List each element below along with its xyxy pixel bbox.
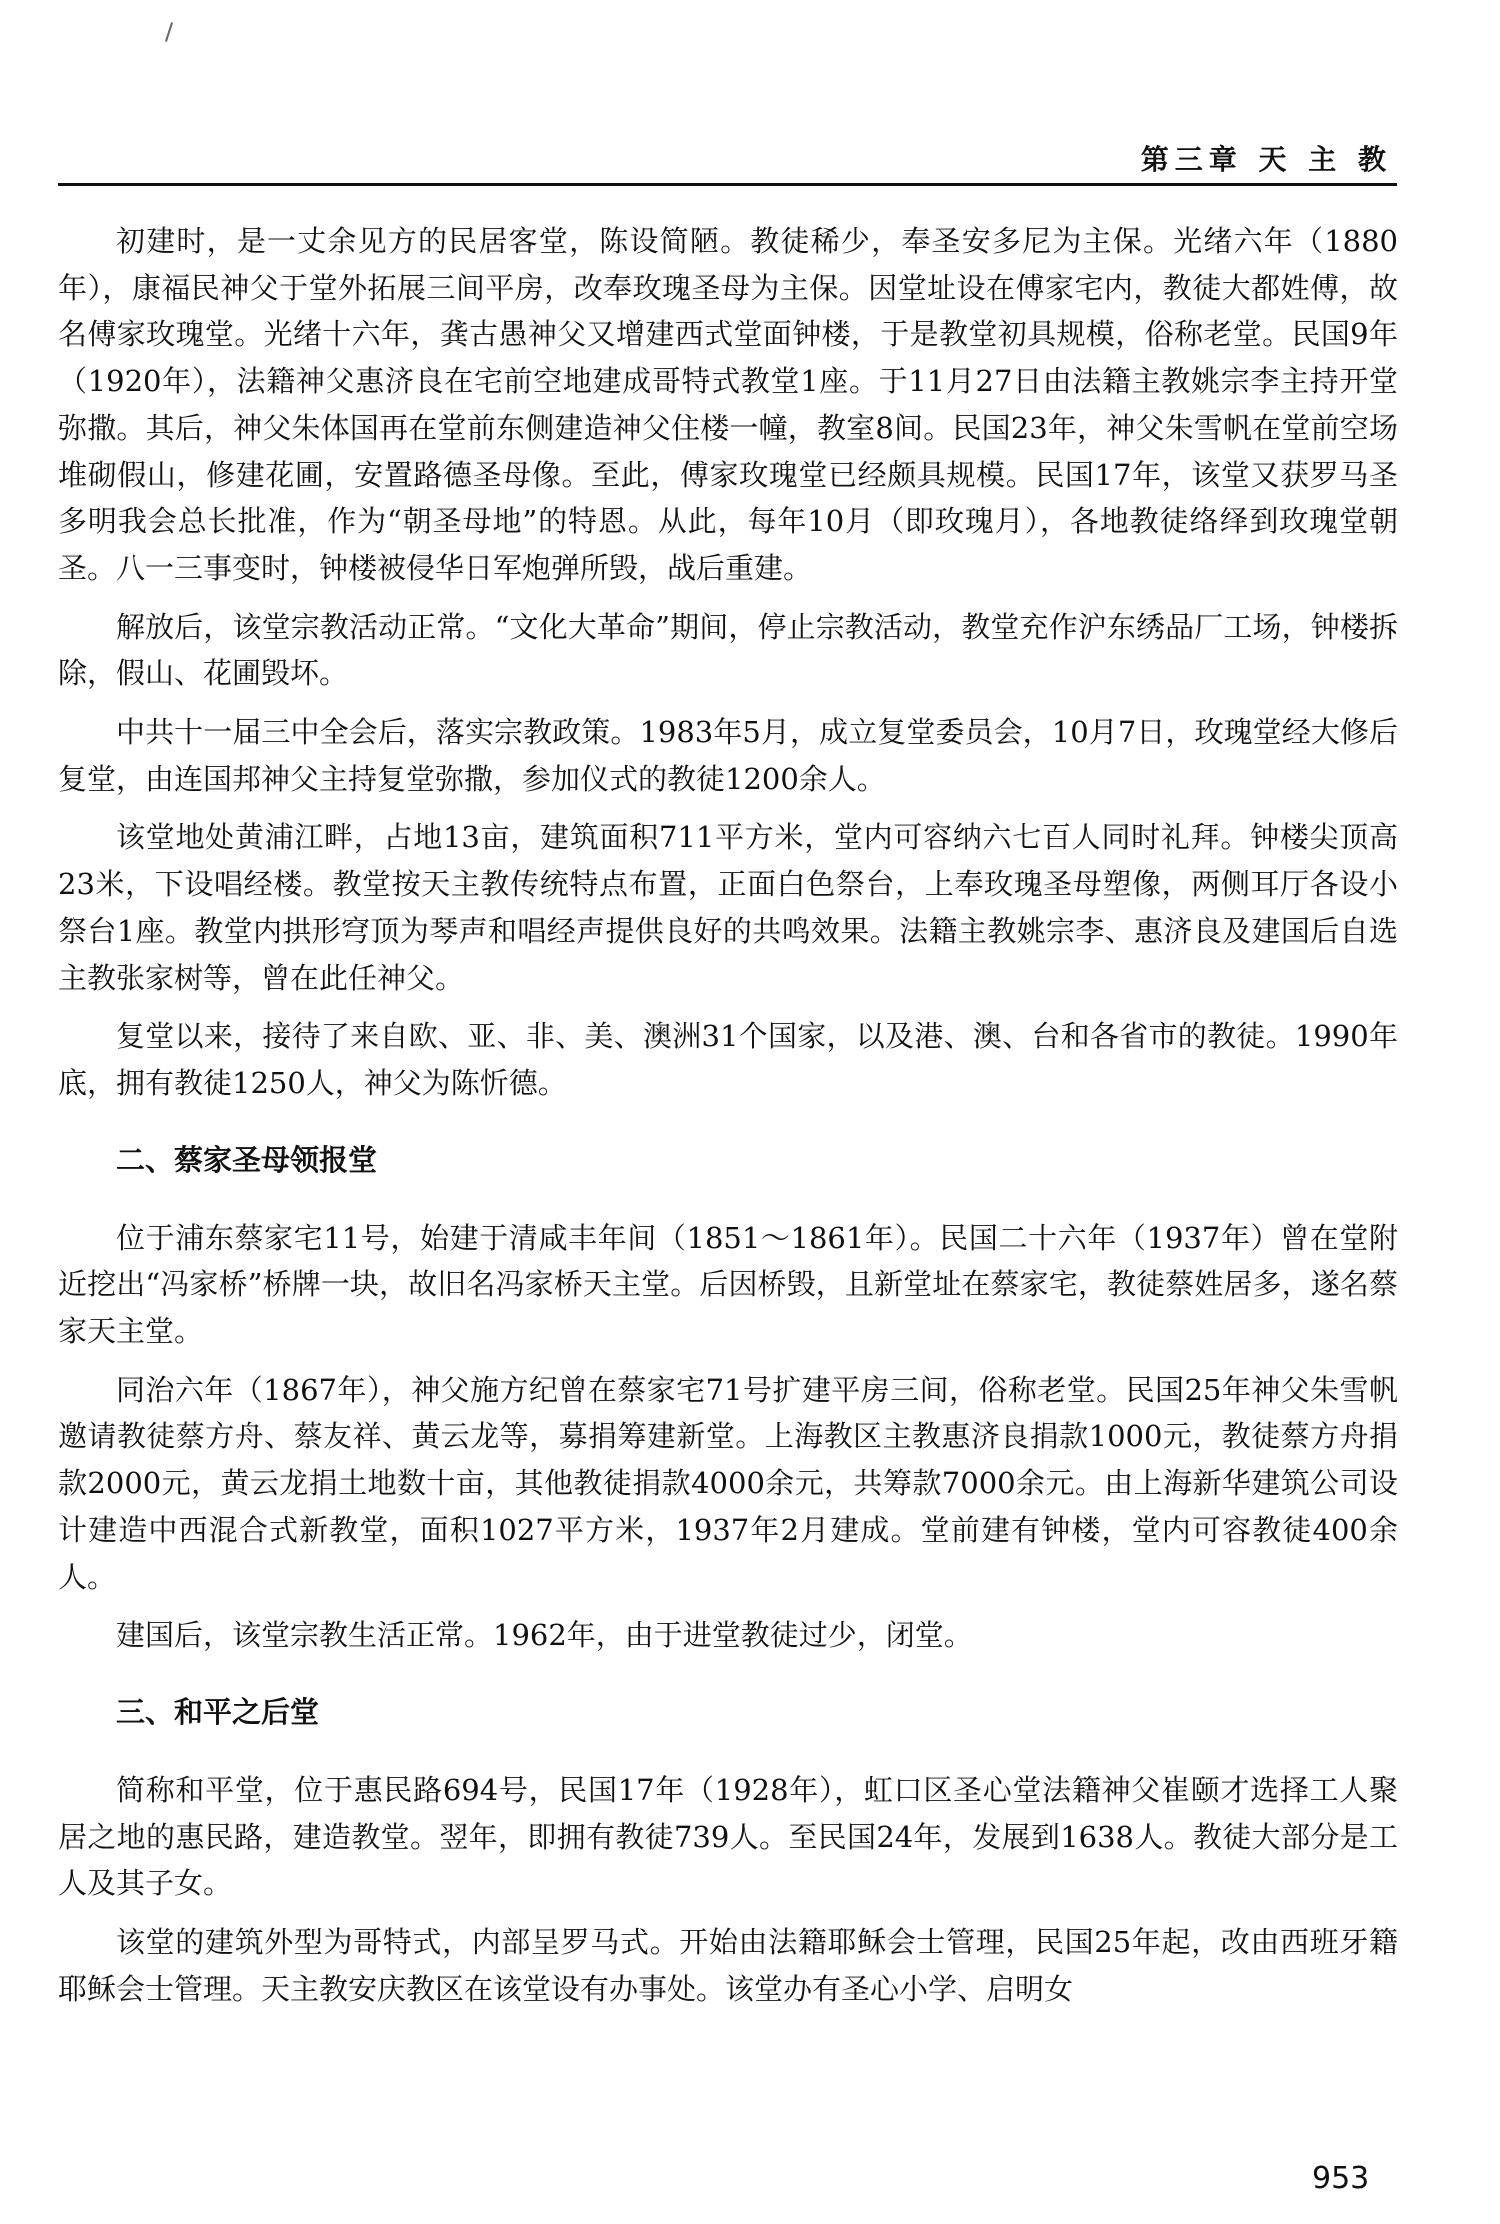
body-text bbox=[58, 218, 1398, 2025]
paragraph: 建国后，该堂宗教生活正常。1962年，由于进堂教徒过少，闭堂。 bbox=[116, 1618, 973, 1653]
chapter-header: 第三章 天 主 教 bbox=[1140, 143, 1392, 176]
paragraph: 解放后，该堂宗教活动正常。“文化大革命”期间，停止宗教活动，教堂充作沪东绣品厂工场，钟楼拆除，假山、花圃毁坏。 bbox=[58, 609, 1398, 691]
paragraph: 复堂以来，接待了来自欧、亚、非、美、澳洲31个国家，以及港、澳、台和各省市的教徒。1990年底，拥有教徒1250人，神父为陈忻德。 bbox=[58, 1019, 1398, 1100]
section-heading-caijia: 二、蔡家圣母领报堂 bbox=[116, 1142, 378, 1177]
paragraph: 位于浦东蔡家宅11号，始建于清咸丰年间（1851～1861年）。民国二十六年（1937年）曾在堂附近挖出“冯家桥”桥牌一块，故旧名冯家桥天主堂。后因桥毁，且新堂址在蔡家宅，教徒蔡姓居多，遂名蔡家天主堂。 bbox=[58, 1220, 1398, 1349]
page-number: 953 bbox=[1312, 2161, 1370, 2196]
paragraph: 中共十一届三中全会后，落实宗教政策。1983年5月，成立复堂委员会，10月7日，玫瑰堂经大修后复堂，由连国邦神父主持复堂弥撒，参加仪式的教徒1200余人。 bbox=[58, 715, 1398, 796]
paragraph: 同治六年（1867年），神父施方纪曾在蔡家宅71号扩建平房三间，俗称老堂。民国25年神父朱雪帆邀请教徒蔡方舟、蔡友祥、黄云龙等，募捐筹建新堂。上海教区主教惠济良捐款1000元，教徒蔡方舟捐款2000元，黄云龙捐土地数十亩，其他教徒捐款4000余元，共筹款7000余元。由上海新华建筑公司设计建造中西混合式新教堂，面积1027平方米，1937年2月建成。堂前建有钟楼，堂内可容教徒400余人。 bbox=[58, 1372, 1398, 1594]
scan-mark bbox=[165, 22, 173, 42]
paragraph: 初建时，是一丈余见方的民居客堂，陈设简陋。教徒稀少，奉圣安多尼为主保。光绪六年（1880年），康福民神父于堂外拓展三间平房，改奉玫瑰圣母为主保。因堂址设在傅家宅内，教徒大都姓傅，故名傅家玫瑰堂。光绪十六年，龚古愚神父又增建西式堂面钟楼，于是教堂初具规模，俗称老堂。民国9年（1920年），法籍神父惠济良在宅前空地建成哥特式教堂1座。于11月27日由法籍主教姚宗李主持开堂弥撒。其后，神父朱体国再在堂前东侧建造神父住楼一幢，教室8间。民国23年，神父朱雪帆在堂前空场堆砌假山，修建花圃，安置路德圣母像。至此，傅家玫瑰堂已经颇具规模。民国17年，该堂又获罗马圣多明我会总长批准，作为“朝圣母地”的特恩。从此，每年10月（即玫瑰月），各地教徒络绎到玫瑰堂朝圣。八一三事变时，钟楼被侵华日军炮弹所毁，战后重建。 bbox=[58, 224, 1398, 585]
paragraph: 该堂地处黄浦江畔，占地13亩，建筑面积711平方米，堂内可容纳六七百人同时礼拜。钟楼尖顶高23米，下设唱经楼。教堂按天主教传统特点布置，正面白色祭台，上奉玫瑰圣母塑像，两侧耳厅各设小祭台1座。教堂内拱形穹顶为琴声和唱经声提供良好的共鸣效果。法籍主教姚宗李、惠济良及建国后自选主教张家树等，曾在此任神父。 bbox=[58, 820, 1398, 995]
section-heading-peace: 三、和平之后堂 bbox=[116, 1694, 320, 1729]
header-rule bbox=[58, 183, 1397, 186]
paragraph: 该堂的建筑外型为哥特式，内部呈罗马式。开始由法籍耶稣会士管理，民国25年起，改由西班牙籍耶稣会士管理。天主教安庆教区在该堂设有办事处。该堂办有圣心小学、启明女 bbox=[58, 1925, 1398, 2006]
paragraph: 简称和平堂，位于惠民路694号，民国17年（1928年），虹口区圣心堂法籍神父崔颐才选择工人聚居之地的惠民路，建造教堂。翌年，即拥有教徒739人。至民国24年，发展到1638人。教徒大部分是工人及其子女。 bbox=[58, 1772, 1398, 1901]
